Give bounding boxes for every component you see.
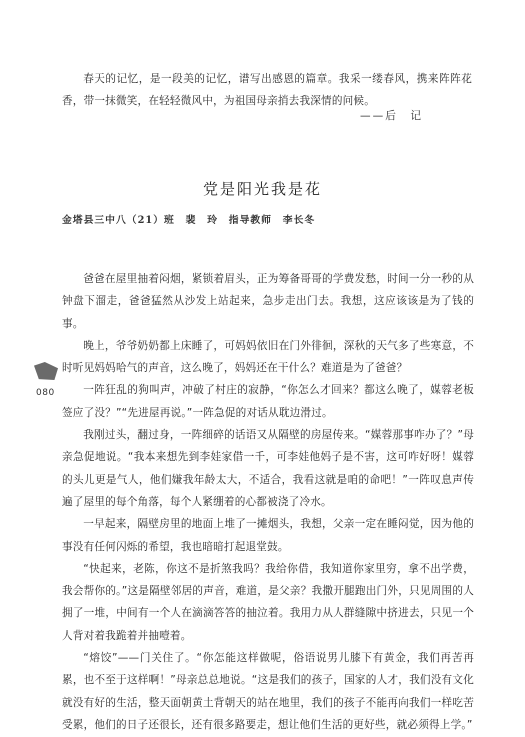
article-byline: 金塔县三中八（21）班 裴 玲 指导教师 李长冬 — [62, 215, 316, 226]
intro-section — [62, 68, 472, 112]
body-paragraph: 一早起来，隔壁房里的地面上堆了一摊烟头，我想，父亲一定在睡闷觉，因为他的事没有任何闪烁的希望，我也暗暗打起退堂鼓。 — [62, 518, 474, 553]
body-paragraph: 晚上，爷爷奶奶都上床睡了，可妈妈依旧在门外徘徊，深秋的天气多了些寒意，不时听见妈妈哈气的声音，这么晚了，妈妈还在干什么？难道是为了爸爸？ — [62, 339, 474, 375]
article-title: 党是阳光我是花 — [202, 180, 322, 198]
intro-paragraph: 春天的记忆，是一段美的记忆，谱写出感恩的篇章。我采一缕春风，携来阵阵花香，带一抹微笑，在轻轻微风中，为祖国母亲捎去我深情的问候。 — [62, 73, 472, 107]
page-ornament-icon — [34, 362, 58, 380]
body-paragraph: 我刚过头，翻过身，一阵细碎的话语又从隔壁的房屋传来。“媒蓉那事咋办了？”母亲急促地说。“我本来想先到李娃家借一千，可李娃他妈子是不害，这可咋好呀！媒蓉的头儿更是气人，他们嫌我年龄太大，不适合，我看这就是咱的命吧！”一阵叹息声传遍了屋里的每个角落，每个人紧绷着的心都被浇了冷水。 — [62, 429, 474, 508]
afterword-signature: ——后 记 — [360, 110, 423, 122]
page-number: 080 — [36, 388, 55, 398]
body-paragraph: 一阵狂乱的狗叫声，冲破了村庄的寂静，“你怎么才回来？都这么晚了，媒蓉老板签应了没？”“先进屋再说。”一阵急促的对话从耽边滑过。 — [62, 384, 474, 419]
body-paragraph: 爸爸在屋里抽着闷烟，紧锁着眉头，正为筹备哥哥的学费发愁，时间一分一秒的从钟盘下溜走，爸爸猛然从沙发上站起来，急步走出门去。我想，这应该该是为了钱的事。 — [62, 273, 474, 330]
article-body — [62, 268, 474, 736]
body-paragraph: “快起来，老陈，你这不是折煞我吗？我给你借，我知道你家里穷，拿不出学费，我会帮你的。”这是隔壁邻居的声音，难道，是父亲？我撒开腿跑出门外，只见周围的人拥了一堆，中间有一个人在滴滴答答的抽泣着。我用力从人群缝隙中挤进去，只见一个人背对着我跪着并抽噎着。 — [62, 562, 474, 642]
body-paragraph: “熔饺”——门关住了。“你怎能这样做呢，俗语说男儿膝下有黄金，我们再苦再累，也不至于这样啊！”母亲总总地说。“这是我们的孩子，国家的人才，我们没有文化就没有好的生活，整天面朝黄土背朝天的站在地里，我们的孩子不能再向我们一样吃苦受累，他们的日子还很长，还有很多路要走，想让他们生活的更好些，就必须得上学。” — [62, 652, 474, 731]
